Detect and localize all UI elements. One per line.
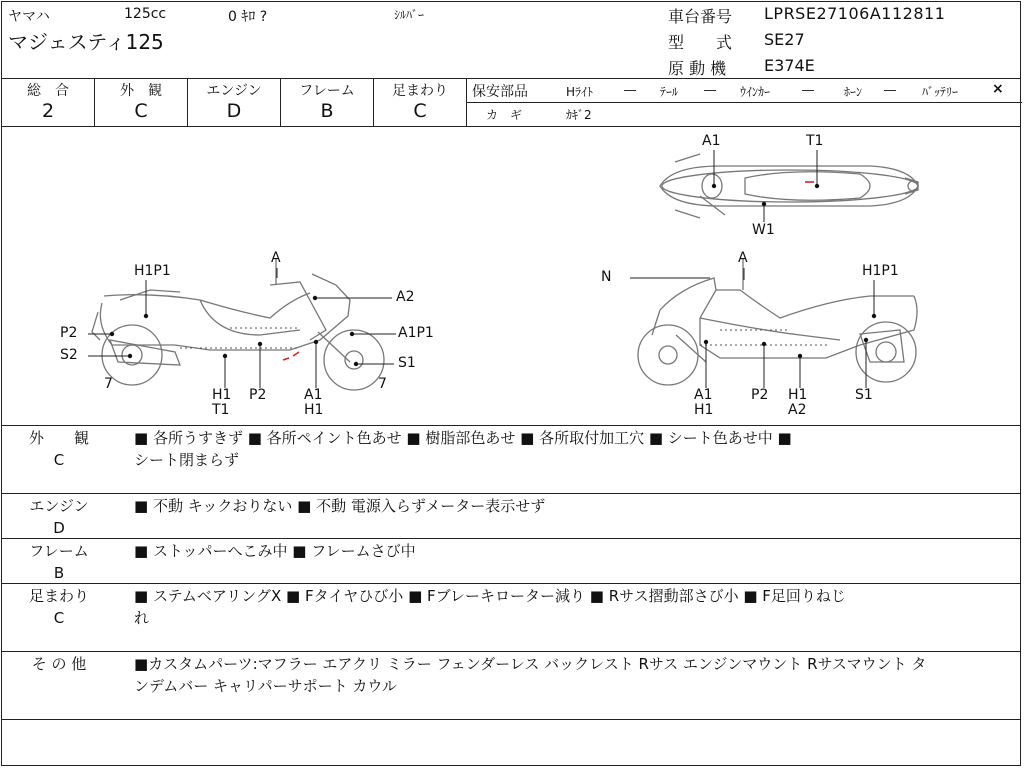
diagram-label: 7 xyxy=(378,376,387,392)
divider xyxy=(1,651,1021,652)
note-text-suspension: ■ ステムベアリングX ■ Fタイヤひび小 ■ Fブレーキローター減り ■ Rサス摺動部さび小 ■ F足回りねじ れ xyxy=(134,587,846,627)
winker-value: ― xyxy=(802,83,814,97)
diagram-label: A xyxy=(738,250,748,266)
diagram-label: 7 xyxy=(104,376,113,392)
note-text-exterior: ■ 各所うすきず ■ 各所ペイント色あせ ■ 樹脂部色あせ ■ 各所取付加工穴 ■ シート色あせ中 ■ シート閉まらず xyxy=(134,429,792,469)
diagram-label: P2 xyxy=(751,387,769,403)
note-text-engine: ■ 不動 キックおりない ■ 不動 電源入らずメーター表示せず xyxy=(134,497,546,515)
safety-label: 保安部品 xyxy=(472,84,528,100)
key-label: カ ギ xyxy=(486,108,523,122)
grade-value-suspension: C xyxy=(413,100,427,122)
diagram-label: A1 xyxy=(702,133,721,149)
diagram-label: H1 xyxy=(694,402,714,418)
horn-label: ﾎｰﾝ xyxy=(844,85,863,99)
divider xyxy=(1,425,1021,426)
divider xyxy=(1,493,1021,494)
diagram-label: N xyxy=(601,269,612,285)
divider xyxy=(1,583,1021,584)
color: ｼﾙﾊﾞｰ xyxy=(394,8,425,22)
divider xyxy=(1,719,1021,720)
diagram-label: W1 xyxy=(752,222,775,238)
battery-value: × xyxy=(992,81,1004,97)
type-value: SE27 xyxy=(764,30,805,49)
diagram-label: T1 xyxy=(212,402,230,418)
diagram-label: A1 xyxy=(694,387,713,403)
frame-no-label: 車台番号 xyxy=(668,7,733,26)
note-label-other: そ の 他 xyxy=(31,655,87,673)
note-text-frame: ■ ストッパーへこみ中 ■ フレームさび中 xyxy=(134,542,416,560)
scooter-top-view xyxy=(660,154,918,218)
grade-value-engine: D xyxy=(226,100,242,122)
grade-label-exterior: 外 観 xyxy=(120,83,162,99)
horn-value: ― xyxy=(884,83,896,97)
grade-label-engine: エンジン xyxy=(206,83,262,99)
note-label-engine: エンジン D xyxy=(29,497,89,537)
type-label: 型 式 xyxy=(668,33,733,52)
diagram-label: H1 xyxy=(212,387,232,403)
grade-value-overall: 2 xyxy=(41,100,55,122)
diagram-label: A2 xyxy=(396,289,415,305)
tail-value: ― xyxy=(704,83,716,97)
headlight-value: ― xyxy=(624,83,636,97)
note-label-frame: フレーム B xyxy=(29,542,89,582)
headlight-label: Hﾗｲﾄ xyxy=(566,85,594,99)
mileage: 0 ｷﾛ ? xyxy=(228,9,268,25)
divider xyxy=(466,102,1022,103)
grade-label-frame: フレーム xyxy=(299,83,355,99)
diagram-label: S2 xyxy=(60,347,78,363)
diagram-label: A2 xyxy=(788,402,807,418)
note-label-exterior: 外 観 C xyxy=(28,429,89,469)
divider xyxy=(1,78,1021,79)
key-value: ｶｷﾞ2 xyxy=(566,108,592,122)
diagram-label: H1P1 xyxy=(862,263,899,279)
grade-label-overall: 総 合 xyxy=(27,83,69,99)
displacement: 125cc xyxy=(124,6,167,22)
tail-label: ﾃｰﾙ xyxy=(660,85,679,99)
diagram-label: S1 xyxy=(398,355,416,371)
frame-no: LPRSE27106A112811 xyxy=(764,4,946,23)
diagram-label: H1P1 xyxy=(134,263,171,279)
model-name: マジェスティ125 xyxy=(8,30,164,54)
winker-label: ｳｲﾝｶｰ xyxy=(740,85,771,99)
diagram-label: P2 xyxy=(60,325,78,341)
grade-value-frame: B xyxy=(320,100,334,122)
diagram-label: H1 xyxy=(788,387,808,403)
engine-value: E374E xyxy=(764,56,815,75)
battery-label: ﾊﾞｯﾃﾘｰ xyxy=(922,85,959,99)
divider xyxy=(1,538,1021,539)
diagram-label: A1P1 xyxy=(398,325,434,341)
diagram-label: S1 xyxy=(855,387,873,403)
diagram-label: P2 xyxy=(249,387,267,403)
diagram-label: T1 xyxy=(806,133,824,149)
diagram-label: A1 xyxy=(304,387,323,403)
grade-label-suspension: 足まわり xyxy=(392,83,448,99)
diagram-label: A xyxy=(271,250,281,266)
engine-label: 原 動 機 xyxy=(668,59,727,78)
grade-value-exterior: C xyxy=(134,100,148,122)
diagram-label: H1 xyxy=(304,402,324,418)
note-text-other: ■カスタムパーツ:マフラー エアクリ ミラー フェンダーレス バックレスト Rサス エンジンマウント Rサスマウント タ ンデムバー キャリパーサポート カウル xyxy=(134,655,927,695)
maker: ヤマハ xyxy=(8,9,50,25)
note-label-suspension: 足まわり C xyxy=(28,587,89,627)
